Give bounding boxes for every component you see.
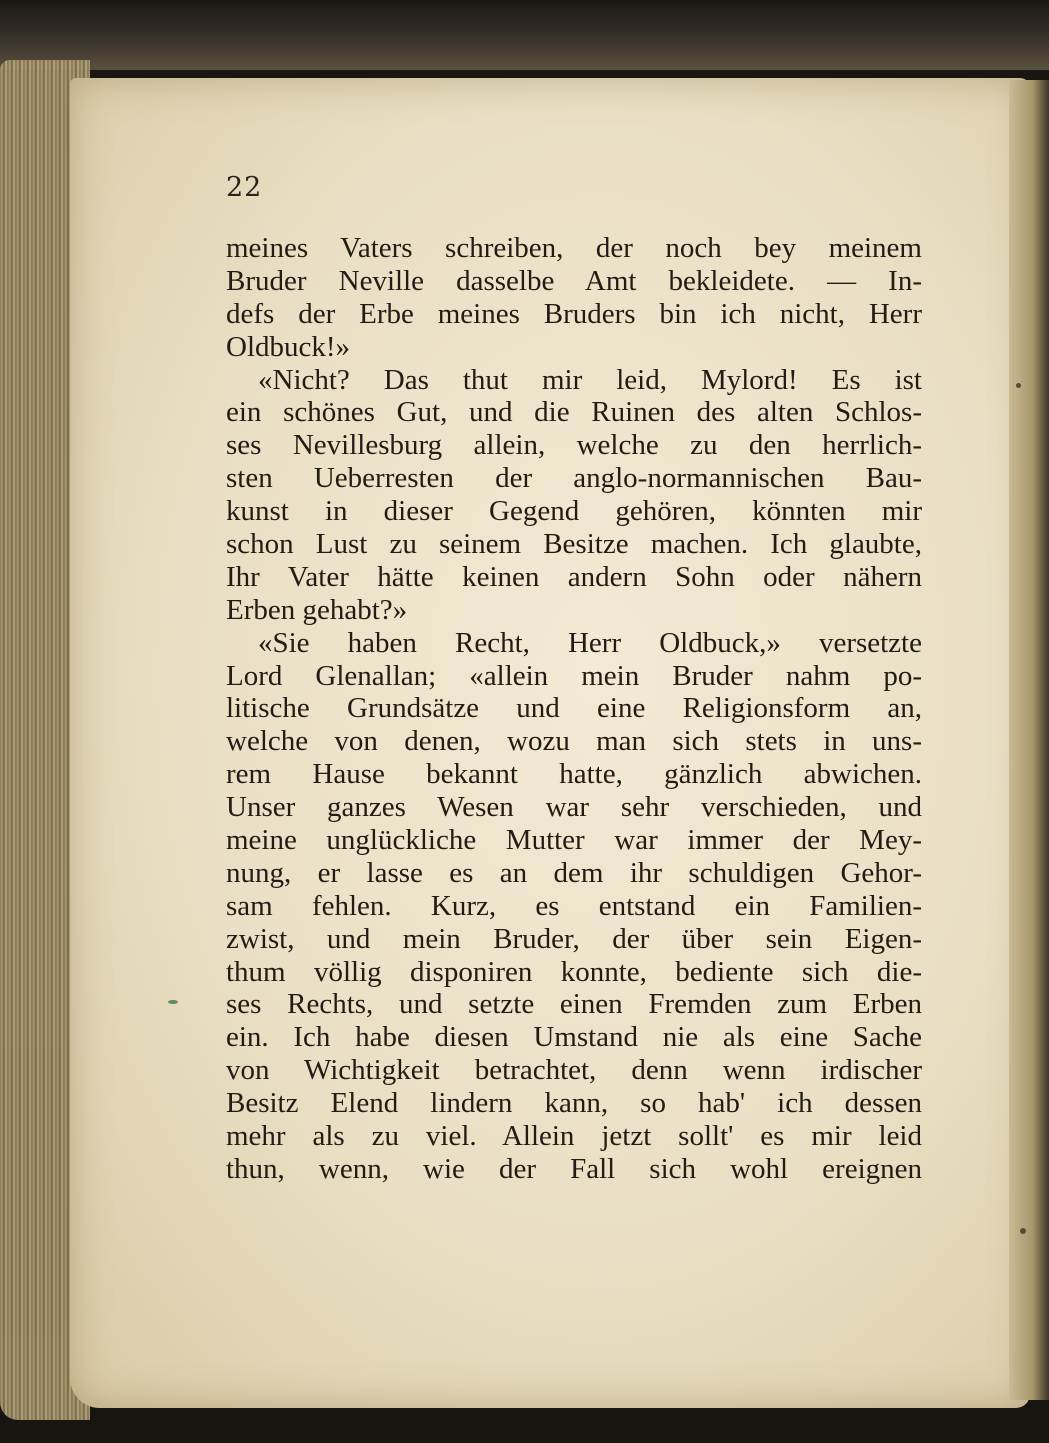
text-line: rem Hause bekannt hatte, gänzlich abwichen. bbox=[226, 758, 922, 791]
body-text bbox=[226, 232, 922, 1186]
text-line: thun, wenn, wie der Fall sich wohl ereignen bbox=[226, 1152, 922, 1185]
ink-speck bbox=[1016, 383, 1021, 388]
text-line: «Sie haben Recht, Herr Oldbuck,» versetzte bbox=[258, 626, 922, 659]
book-gutter bbox=[1009, 80, 1049, 1400]
text-line: ein. Ich habe diesen Umstand nie als eine Sache bbox=[226, 1021, 922, 1054]
text-line: kunst in dieser Gegend gehören, könnten mir bbox=[226, 495, 922, 528]
text-line: Lord Glenallan; «allein mein Bruder nahm po- bbox=[226, 659, 922, 692]
text-line: Erben gehabt?» bbox=[226, 593, 408, 626]
text-line: zwist, und mein Bruder, der über sein Eigen- bbox=[226, 922, 922, 955]
text-line: von Wichtigkeit betrachtet, denn wenn irdischer bbox=[226, 1054, 922, 1087]
text-line: Ihr Vater hätte keinen andern Sohn oder nähern bbox=[226, 560, 922, 593]
text-line: sam fehlen. Kurz, es entstand ein Familien- bbox=[226, 889, 922, 922]
text-line: nung, er lasse es an dem ihr schuldigen Gehor- bbox=[226, 856, 922, 889]
text-line: welche von denen, wozu man sich stets in uns- bbox=[226, 725, 922, 758]
text-line: mehr als zu viel. Allein jetzt sollt' es mir leid bbox=[226, 1120, 922, 1153]
text-line: litische Grundsätze und eine Religionsform an, bbox=[226, 692, 922, 725]
text-line: «Nicht? Das thut mir leid, Mylord! Es ist bbox=[258, 363, 922, 396]
text-line: ses Nevillesburg allein, welche zu den herrlich- bbox=[226, 429, 922, 462]
text-line: ein schönes Gut, und die Ruinen des alten Schlos- bbox=[226, 396, 922, 429]
ink-speck bbox=[168, 1000, 178, 1004]
text-line: Bruder Neville dasselbe Amt bekleidete. — In- bbox=[226, 264, 922, 297]
text-line: Unser ganzes Wesen war sehr verschieden, und bbox=[226, 791, 922, 824]
text-line: defs der Erbe meines Bruders bin ich nicht, Herr bbox=[226, 297, 922, 330]
book-top-edge bbox=[0, 0, 1049, 70]
text-line: ses Rechts, und setzte einen Fremden zum Erben bbox=[226, 988, 922, 1021]
ink-speck bbox=[1020, 1228, 1026, 1234]
text-line: thum völlig disponiren konnte, bediente sich die- bbox=[226, 955, 922, 988]
text-line: meine unglückliche Mutter war immer der Mey- bbox=[226, 824, 922, 857]
text-line: sten Ueberresten der anglo-normannischen Bau- bbox=[226, 462, 922, 495]
text-line: Oldbuck!» bbox=[226, 330, 351, 363]
text-line: Besitz Elend lindern kann, so hab' ich dessen bbox=[226, 1087, 922, 1120]
text-line: schon Lust zu seinem Besitze machen. Ich glaubte, bbox=[226, 528, 922, 561]
page-number: 22 bbox=[226, 172, 263, 203]
text-line: meines Vaters schreiben, der noch bey meinem bbox=[226, 232, 922, 264]
